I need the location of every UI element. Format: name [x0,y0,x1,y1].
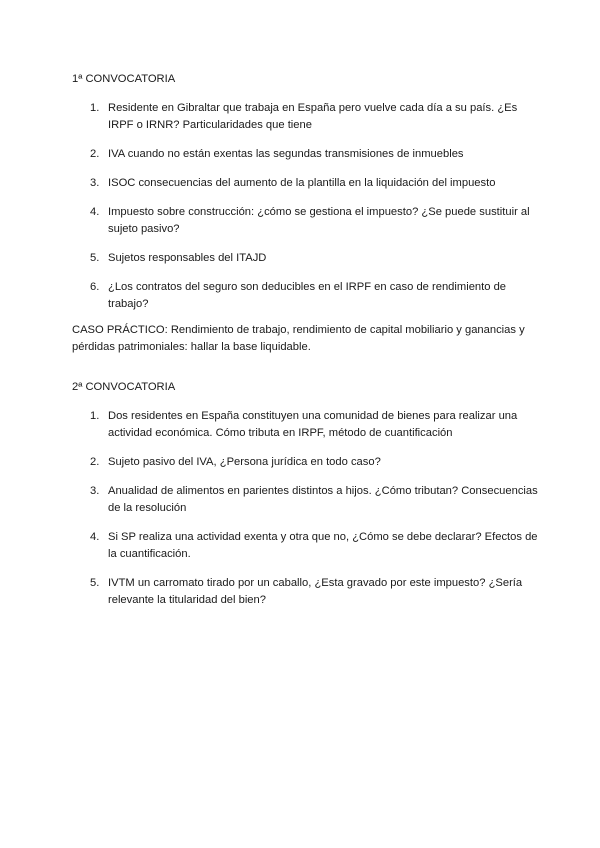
section-2-question-list [72,408,542,621]
item-text: ¿Los contratos del seguro son deducibles en el IRPF en caso de rendimiento de trabajo? [108,281,507,310]
item-number: 5. [90,252,100,264]
case-study-text: CASO PRÁCTICO: Rendimiento de trabajo, rendimiento de capital mobiliario y ganancias y pérdidas patrimoniales: hallar la base liquidable. [72,324,525,353]
item-number: 3. [90,485,100,497]
item-text: IVTM un carromato tirado por un caballo, ¿Esta gravado por este impuesto? ¿Sería relevante la titularidad del bien? [108,577,523,606]
list-item [72,575,542,609]
list-item [72,408,542,442]
item-text: IVA cuando no están exentas las segundas transmisiones de inmuebles [108,148,464,160]
item-number: 2. [90,148,100,160]
list-item [72,250,542,267]
list-item [72,483,542,517]
item-text: Si SP realiza una actividad exenta y otra que no, ¿Cómo se debe declarar? Efectos de la cuantificación. [108,531,538,560]
item-number: 2. [90,456,100,468]
item-number: 1. [90,410,100,422]
item-text: Residente en Gibraltar que trabaja en España pero vuelve cada día a su país. ¿Es IRPF o IRNR? Particularidades que tiene [108,102,518,131]
list-item [72,146,542,163]
list-item [72,529,542,563]
item-text: Impuesto sobre construcción: ¿cómo se gestiona el impuesto? ¿Se puede sustituir al sujeto pasivo? [108,206,530,235]
section-1-question-list [72,100,542,325]
item-text: Anualidad de alimentos en parientes distintos a hijos. ¿Cómo tributan? Consecuencias de la resolución [108,485,538,514]
item-text: ISOC consecuencias del aumento de la plantilla en la liquidación del impuesto [108,177,496,189]
item-number: 6. [90,281,100,293]
item-number: 4. [90,206,100,218]
item-text: Sujeto pasivo del IVA, ¿Persona jurídica en todo caso? [108,456,381,468]
section-2-title: 2ª CONVOCATORIA [72,381,176,393]
item-number: 5. [90,577,100,589]
item-number: 4. [90,531,100,543]
list-item [72,100,542,134]
list-item [72,204,542,238]
item-text: Dos residentes en España constituyen una comunidad de bienes para realizar una actividad económica. Cómo tributa en IRPF, método de cuantificación [108,410,518,439]
item-number: 3. [90,177,100,189]
section-1-title: 1ª CONVOCATORIA [72,73,176,85]
list-item [72,175,542,192]
list-item [72,454,542,471]
list-item [72,279,542,313]
item-number: 1. [90,102,100,114]
item-text: Sujetos responsables del ITAJD [108,252,267,264]
